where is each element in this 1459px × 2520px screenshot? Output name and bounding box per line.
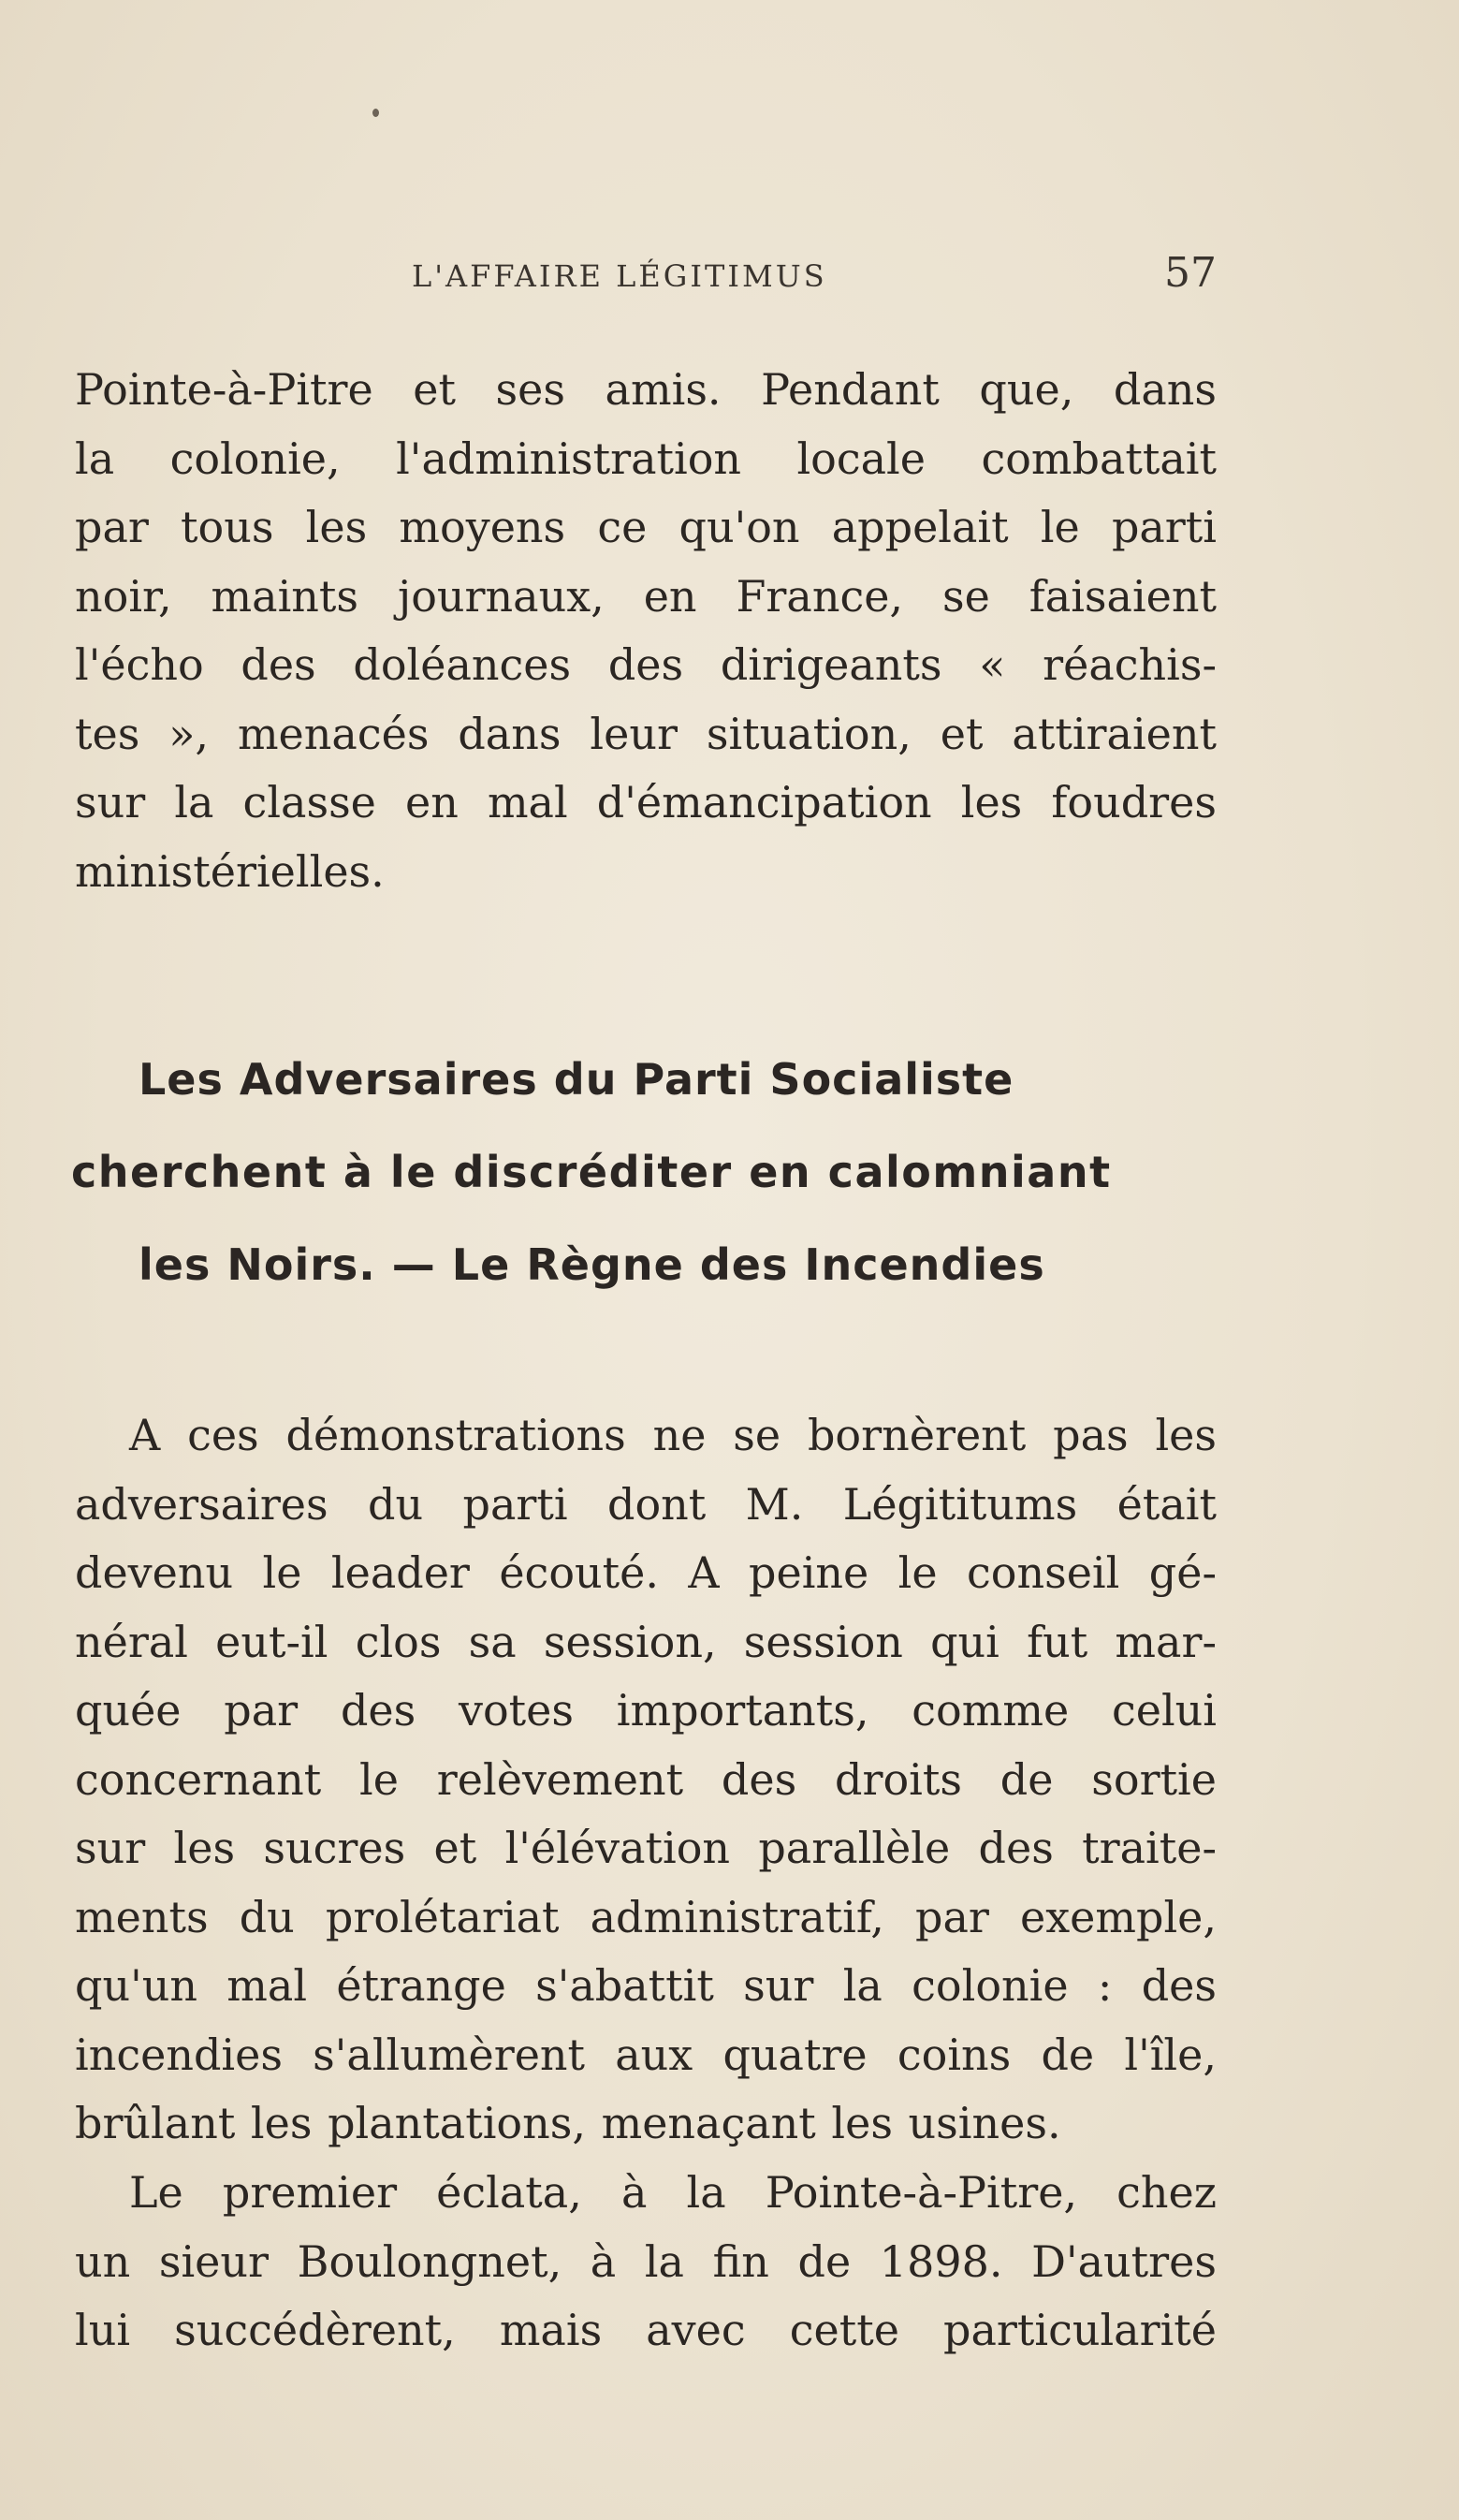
text-line: Le premier éclata, à la Pointe-à-Pitre, chez [129,2167,1217,2218]
paragraph-fires [75,1401,1217,2159]
text-line: lui succédèrent, mais avec cette particularité [75,2305,1217,2355]
text-line: brûlant les plantations, menaçant les usines. [75,2098,1061,2148]
text-line: sur les sucres et l'élévation parallèle des traite- [75,1823,1217,1873]
paragraph-first-fire [75,2159,1217,2366]
text-line: la colonie, l'administration locale combattait [75,432,1217,484]
text-line: A ces démonstrations ne se bornèrent pas les [129,1410,1217,1460]
text-line: Pointe-à-Pitre et ses amis. Pendant que, dans [75,364,1217,415]
text-line: qu'un mal étrange s'abattit sur la colonie : des [75,1960,1217,2011]
text-line: concernant le relèvement des droits de sortie [75,1753,1217,1805]
text-line: un sieur Boulongnet, à la fin de 1898. D'autres [75,2235,1217,2287]
heading-line: cherchent à le discréditer en calomniant [71,1147,1112,1197]
text-line: quée par des votes importants, comme celui [75,1685,1217,1736]
paragraph-continuation [75,356,1217,906]
text-line: tes », menacés dans leur situation, et attiraient [75,708,1217,759]
text-line: adversaires du parti dont M. Légititums était [75,1478,1217,1530]
running-head: L'AFFAIRE LÉGITIMUS [412,258,827,294]
text-line: ministérielles. [75,845,385,897]
text-line: l'écho des doléances des dirigeants « réachis- [75,639,1217,690]
text-line: incendies s'allumèrent aux quatre coins de l'île, [75,2029,1217,2080]
text-line: néral eut-il clos sa session, session qui fut mar- [75,1616,1217,1667]
text-line: noir, maints journaux, en France, se faisaient [75,570,1217,622]
ink-speck [372,109,379,117]
heading-line: Les Adversaires du Parti Socialiste [139,1054,1014,1105]
heading-line: les Noirs. — Le Règne des Incendies [139,1239,1045,1290]
text-line: ments du prolétariat administratif, par exemple, [75,1891,1217,1942]
page-number: 57 [1164,249,1217,297]
text-line: par tous les moyens ce qu'on appelait le parti [75,502,1217,552]
text-line: devenu le leader écouté. A peine le conseil gé- [75,1547,1217,1598]
text-line: sur la classe en mal d'émancipation les foudres [75,777,1217,828]
